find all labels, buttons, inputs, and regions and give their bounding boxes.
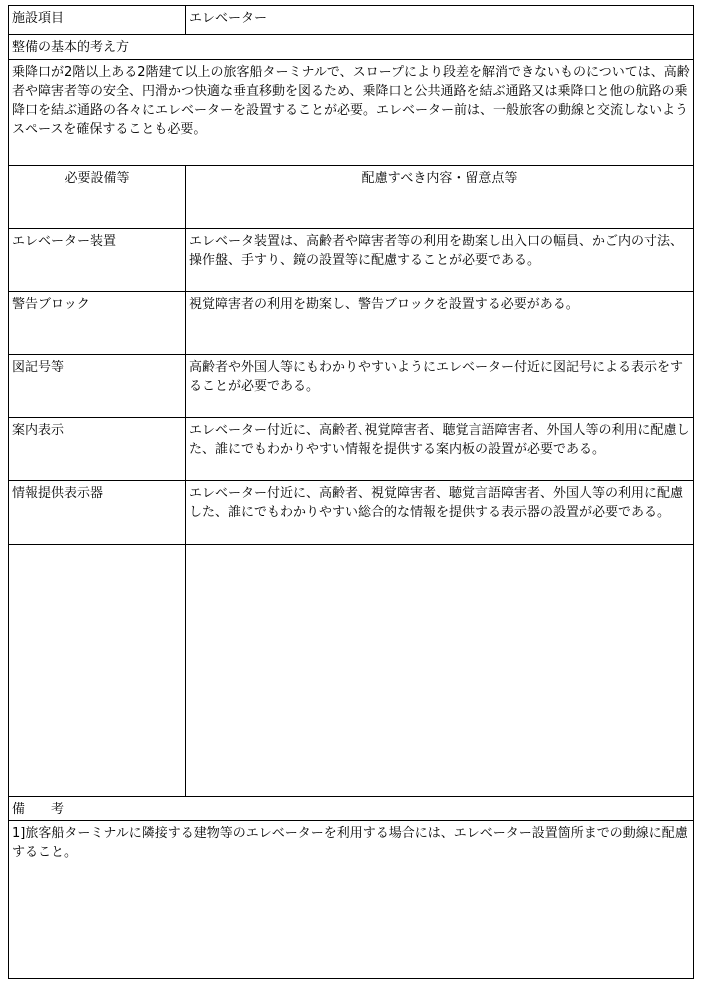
equipment-note: 高齢者や外国人等にもわかりやすいようにエレベーター付近に図記号による表示をすることが必要である。: [189, 360, 684, 394]
basic-concept-title: 整備の基本的考え方: [12, 40, 130, 55]
equipment-name: エレベーター装置: [9, 229, 186, 291]
facility-sheet: [8, 5, 694, 979]
equipment-note: 視覚障害者の利用を勘案し、警告ブロックを設置する必要がある。: [189, 297, 579, 312]
basic-concept-text: 乗降口が2階以上ある2階建て以上の旅客船ターミナルで、スロープにより段差を解消できないものについては、高齢者や障害者等の安全、円滑かつ快適な垂直移動を図るため、乗降口と公共通路を結ぶ通路又は乗降口と他の航路の乗降口を結ぶ通路の各々にエレベーターを設置することが必要。エレベーター前は、一般旅客の動線と交流しないようスペースを確保することも必要。: [12, 65, 690, 137]
basic-concept-title-row: [9, 35, 693, 60]
header-row: [9, 6, 693, 35]
facility-item-label: 施設項目: [9, 6, 186, 34]
table-row: [9, 229, 693, 292]
facility-item-value: エレベーター: [189, 11, 268, 26]
table-row: [9, 355, 693, 418]
basic-concept-text-row: [9, 60, 693, 166]
table-header-row: [9, 166, 693, 229]
equipment-name: 図記号等: [9, 355, 186, 417]
table-row: [9, 418, 693, 481]
table-row: [9, 481, 693, 797]
row-divider: [9, 544, 693, 545]
equipment-name: 情報提供表示器: [12, 486, 104, 501]
column-divider: [185, 481, 186, 796]
remarks-title: 備 考: [12, 802, 65, 817]
remarks-title-row: [9, 797, 693, 821]
equipment-note: エレベーター付近に、高齢者､視覚障害者、聴覚言語障害者、外国人等の利用に配慮した、誰にでもわかりやすい情報を提供する案内板の設置が必要である。: [189, 423, 690, 457]
column-header-considerations: 配慮すべき内容・留意点等: [361, 171, 518, 186]
column-header-equipment: 必要設備等: [9, 166, 186, 228]
equipment-note: エレベータ装置は、高齢者や障害者等の利用を勘案し出入口の幅員、かご内の寸法、操作盤、手すり、鏡の設置等に配慮することが必要である。: [189, 234, 684, 268]
equipment-name: 警告ブロック: [9, 292, 186, 354]
remarks-text-row: [9, 821, 693, 978]
remarks-text: 1]旅客船ターミナルに隣接する建物等のエレベーターを利用する場合には、エレベーター設置箇所までの動線に配慮すること。: [12, 826, 688, 860]
table-row: [9, 292, 693, 355]
equipment-note: エレベーター付近に、高齢者、視覚障害者、聴覚言語障害者、外国人等の利用に配慮した、誰にでもわかりやすい総合的な情報を提供する表示器の設置が必要である。: [189, 486, 684, 520]
equipment-name: 案内表示: [9, 418, 186, 480]
